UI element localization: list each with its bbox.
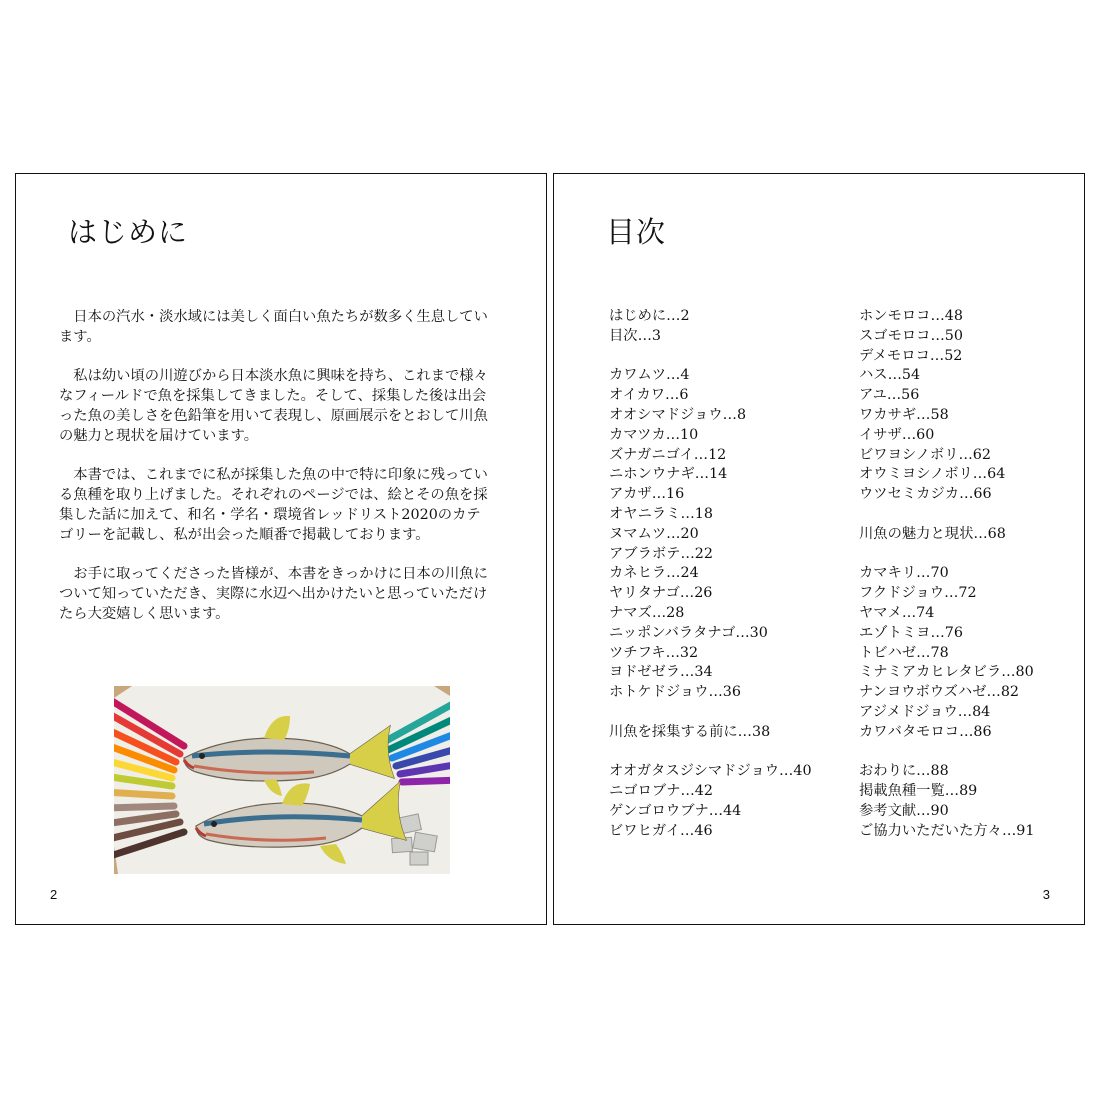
toc-entry: スゴモロコ…50 xyxy=(859,327,963,344)
toc-entry: カワバタモロコ…86 xyxy=(859,723,992,740)
right-page xyxy=(553,173,1085,925)
toc-entry: ハス…54 xyxy=(859,367,921,384)
page-title: 目次 xyxy=(606,215,667,249)
toc-entry: ニッポンバラタナゴ…30 xyxy=(609,624,768,641)
toc-entry: アユ…56 xyxy=(859,387,920,404)
intro-paragraph: 本書では、これまでに私が採集した魚の中で特に印象に残っている魚種を取り上げました。それぞれのページでは、絵とその魚を採集した話に加えて、和名・学名・環境省レッドリスト2020のカテゴリーを記載し、私が出会った順番で掲載しております。 xyxy=(59,467,488,543)
toc-entry: 川魚を採集する前に…38 xyxy=(609,723,771,740)
toc-entry: デメモロコ…52 xyxy=(859,347,963,364)
toc-entry: カマツカ…10 xyxy=(609,426,699,443)
toc-entry: オヤニラミ…18 xyxy=(609,505,713,522)
toc-spacer xyxy=(859,743,1034,763)
toc-entry: ナンヨウボウズハゼ…82 xyxy=(859,684,1020,701)
introduction-text xyxy=(59,307,489,643)
toc-entry: オオガタスジシマドジョウ…40 xyxy=(609,763,812,780)
toc-entry: ビワヨシノボリ…62 xyxy=(859,446,991,463)
toc-entry: ヤリタナゴ…26 xyxy=(609,585,713,602)
intro-paragraph: お手に取ってくださった皆様が、本書をきっかけに日本の川魚について知っていただき、実際に水辺へ出かけたいと思っていただけたら大変嬉しく思います。 xyxy=(59,566,488,622)
toc-entry: ヤマメ…74 xyxy=(859,604,935,621)
toc-entry: ナマズ…28 xyxy=(609,604,685,621)
toc-spacer xyxy=(609,703,812,723)
toc-entry: フクドジョウ…72 xyxy=(859,585,977,602)
left-page xyxy=(15,173,547,925)
toc-entry: ホトケドジョウ…36 xyxy=(609,684,741,701)
toc-entry: ニホンウナギ…14 xyxy=(609,466,728,483)
toc-entry: カネヒラ…24 xyxy=(609,565,699,582)
intro-paragraph: 私は幼い頃の川遊びから日本淡水魚に興味を持ち、これまで様々なフィールドで魚を採集してきました。そして、採集した後は出会った魚の美しさを色鉛筆を用いて表現し、原画展示をとおして川魚の魅力と現状を届けています。 xyxy=(59,368,488,444)
page-number: 3 xyxy=(1042,887,1050,902)
toc-entry: ニゴロブナ…42 xyxy=(609,783,713,800)
toc-entry: 川魚の魅力と現状…68 xyxy=(859,525,1006,542)
toc-entry: カマキリ…70 xyxy=(859,565,949,582)
toc-entry: カワムツ…4 xyxy=(609,367,690,384)
intro-paragraph: 日本の汽水・淡水域には美しく面白い魚たちが数多く生息しています。 xyxy=(59,309,488,345)
toc-entry: ズナガニゴイ…12 xyxy=(609,446,727,463)
toc-column-1 xyxy=(609,307,812,842)
toc-entry: ビワヒガイ…46 xyxy=(609,822,713,839)
toc-entry: ご協力いただいた方々…91 xyxy=(859,822,1035,839)
toc-entry: アジメドジョウ…84 xyxy=(859,703,991,720)
toc-entry: 参考文献…90 xyxy=(859,802,949,819)
page-number: 2 xyxy=(50,887,58,902)
toc-entry: ホンモロコ…48 xyxy=(859,308,963,324)
toc-spacer xyxy=(859,505,1034,525)
toc-entry: はじめに…2 xyxy=(609,308,690,324)
toc-entry: オオシマドジョウ…8 xyxy=(609,406,747,423)
toc-spacer xyxy=(609,743,812,763)
toc-spacer xyxy=(609,347,812,367)
toc-entry: トビハゼ…78 xyxy=(859,644,949,661)
toc-entry: エゾトミヨ…76 xyxy=(859,624,963,641)
toc-entry: ウツセミカジカ…66 xyxy=(859,486,992,503)
toc-entry: オウミヨシノボリ…64 xyxy=(859,466,1006,483)
toc-column-2 xyxy=(859,307,1034,842)
toc-entry: ヌマムツ…20 xyxy=(609,525,699,542)
toc-entry: ツチフキ…32 xyxy=(609,644,699,661)
toc-entry: イサザ…60 xyxy=(859,426,935,443)
toc-entry: オイカワ…6 xyxy=(609,387,689,404)
toc-entry: アブラボテ…22 xyxy=(609,545,713,562)
page-title: はじめに xyxy=(68,215,189,249)
toc-entry: ミナミアカヒレタビラ…80 xyxy=(859,664,1034,681)
toc-entry: 掲載魚種一覧…89 xyxy=(859,783,978,800)
toc-entry: 目次…3 xyxy=(609,327,661,344)
colored-pencil-fish-drawing-icon xyxy=(114,686,450,874)
toc-entry: ゲンゴロウブナ…44 xyxy=(609,802,742,819)
fish-illustration-photo xyxy=(114,686,450,874)
toc-entry: アカザ…16 xyxy=(609,486,685,503)
toc-entry: ワカサギ…58 xyxy=(859,406,949,423)
toc-spacer xyxy=(859,545,1034,565)
toc-entry: ヨドゼゼラ…34 xyxy=(609,664,713,681)
toc-entry: おわりに…88 xyxy=(859,763,949,780)
